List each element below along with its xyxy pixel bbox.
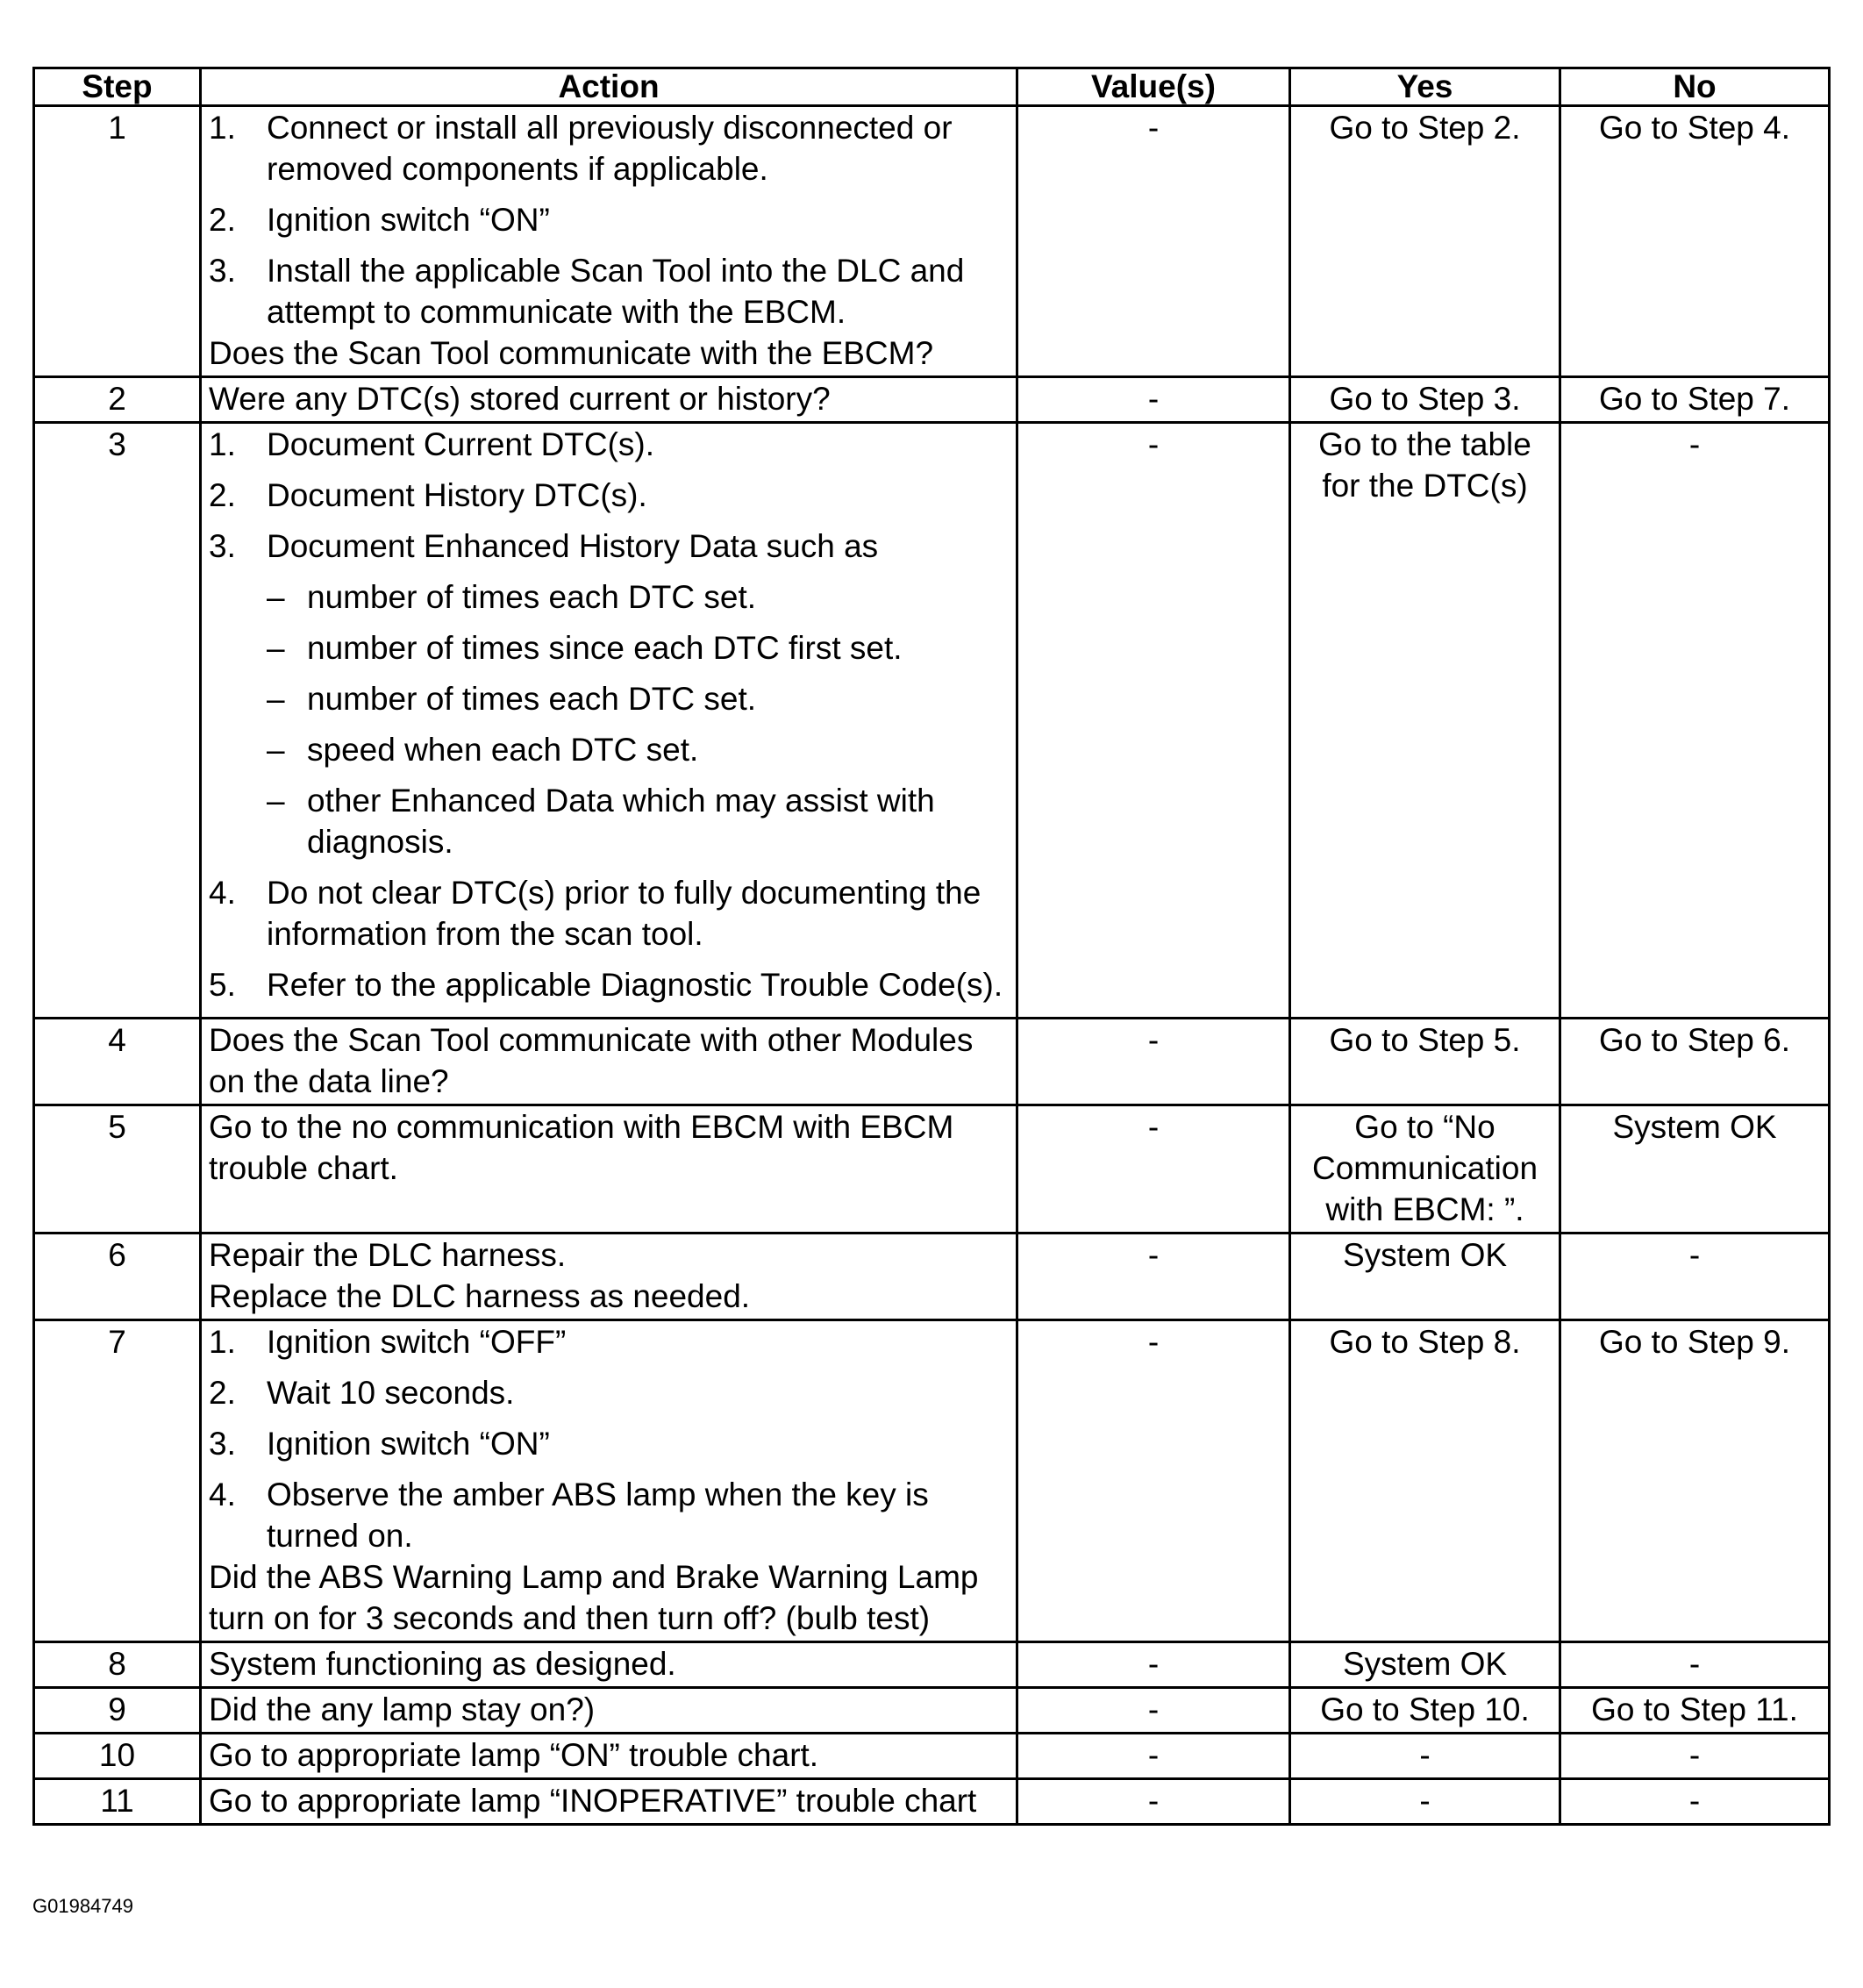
value-cell: - [1017,1234,1290,1320]
action-item-text: Document Enhanced History Data such as [267,528,879,564]
value-cell: - [1017,377,1290,423]
action-item-number: 2. [209,477,236,513]
dash-bullet: – [267,681,285,717]
action-subitem-text: speed when each DTC set. [307,732,699,768]
no-cell: - [1560,1642,1830,1688]
step-number: 8 [34,1642,201,1688]
step-number: 11 [34,1779,201,1825]
value-cell: - [1017,1779,1290,1825]
action-item-number: 2. [209,202,236,238]
no-cell: Go to Step 9. [1560,1320,1830,1642]
action-cell [201,1105,1017,1234]
action-item-number: 3. [209,253,236,289]
no-cell: Go to Step 7. [1560,377,1830,423]
no-cell: System OK [1560,1105,1830,1234]
action-subitem [209,576,1009,618]
action-item-number: 1. [209,110,236,146]
dash-bullet: – [267,732,285,768]
action-item [209,1474,1009,1556]
value-cell: - [1017,1688,1290,1734]
action-item [209,1423,1009,1464]
yes-cell: Go to Step 3. [1290,377,1560,423]
table-row [34,1105,1830,1234]
action-subitem-text: number of times each DTC set. [307,681,757,717]
action-subitem-text: number of times since each DTC first set. [307,630,903,666]
yes-cell: - [1290,1779,1560,1825]
action-cell [201,1734,1017,1779]
action-item-text: Install the applicable Scan Tool into the DLC and attempt to communicate with the EBCM. [267,253,965,330]
step-number: 4 [34,1019,201,1105]
yes-cell: Go to Step 10. [1290,1688,1560,1734]
value-cell: - [1017,1105,1290,1234]
figure-id: G01984749 [32,1895,133,1917]
table-row [34,1320,1830,1642]
action-list [209,1321,1009,1556]
no-cell: Go to Step 11. [1560,1688,1830,1734]
table-header-row [34,68,1830,106]
action-item [209,424,1009,465]
yes-cell: System OK [1290,1234,1560,1320]
action-subitem [209,729,1009,770]
action-question: Go to appropriate lamp “ON” trouble chart. [209,1737,819,1773]
action-item [209,1321,1009,1362]
action-cell [201,1019,1017,1105]
action-item [209,250,1009,333]
action-item-number: 4. [209,1477,236,1512]
value-cell: - [1017,1320,1290,1642]
value-cell: - [1017,106,1290,377]
yes-cell: - [1290,1734,1560,1779]
table-row [34,423,1830,1019]
header-values: Value(s) [1017,68,1290,106]
action-list [209,107,1009,333]
value-cell: - [1017,423,1290,1019]
yes-cell: Go to Step 2. [1290,106,1560,377]
no-cell: Go to Step 4. [1560,106,1830,377]
value-cell: - [1017,1734,1290,1779]
action-cell [201,1234,1017,1320]
table-row [34,1234,1830,1320]
action-list [209,872,1009,1005]
table-row [34,1019,1830,1105]
action-item [209,1372,1009,1413]
no-cell: - [1560,423,1830,1019]
step-number: 10 [34,1734,201,1779]
action-item-number: 3. [209,1426,236,1462]
action-subitem-text: number of times each DTC set. [307,579,757,615]
step-number: 7 [34,1320,201,1642]
action-subitem [209,627,1009,669]
action-line: Repair the DLC harness. [209,1237,567,1273]
no-cell: - [1560,1234,1830,1320]
diagnostic-table [32,67,1831,1826]
action-item-number: 1. [209,1324,236,1360]
no-cell: - [1560,1779,1830,1825]
table-row [34,377,1830,423]
value-cell: - [1017,1642,1290,1688]
action-item-text: Ignition switch “ON” [267,1426,550,1462]
header-action: Action [201,68,1017,106]
action-item [209,526,1009,567]
action-item-text: Wait 10 seconds. [267,1375,515,1411]
action-cell [201,1688,1017,1734]
action-question: Go to appropriate lamp “INOPERATIVE” trouble chart [209,1783,977,1819]
action-item-text: Do not clear DTC(s) prior to fully documenting the information from the scan tool. [267,875,981,952]
action-question: Does the Scan Tool communicate with other Modules on the data line? [209,1022,974,1099]
action-cell [201,423,1017,1019]
action-item-number: 3. [209,528,236,564]
value-cell: - [1017,1019,1290,1105]
action-question: Did the ABS Warning Lamp and Brake Warning Lamp turn on for 3 seconds and then turn off? (bulb test) [209,1559,979,1636]
action-item [209,964,1009,1005]
step-number: 5 [34,1105,201,1234]
action-question: Were any DTC(s) stored current or history? [209,381,831,417]
action-item-number: 5. [209,967,236,1003]
action-subitem [209,678,1009,719]
header-step: Step [34,68,201,106]
header-no: No [1560,68,1830,106]
action-item-number: 1. [209,426,236,462]
table-row [34,1734,1830,1779]
action-sublist [209,576,1009,862]
action-item [209,872,1009,955]
action-cell [201,1779,1017,1825]
action-item-text: Document Current DTC(s). [267,426,655,462]
action-line: Replace the DLC harness as needed. [209,1278,751,1314]
action-item-text: Refer to the applicable Diagnostic Trouble Code(s). [267,967,1003,1003]
step-number: 3 [34,423,201,1019]
action-cell [201,1320,1017,1642]
action-question: Does the Scan Tool communicate with the EBCM? [209,335,934,371]
action-item-text: Ignition switch “ON” [267,202,550,238]
action-item [209,475,1009,516]
step-number: 9 [34,1688,201,1734]
action-item [209,107,1009,190]
step-number: 6 [34,1234,201,1320]
action-subitem [209,780,1009,862]
action-question: System functioning as designed. [209,1646,676,1682]
action-list [209,424,1009,567]
action-item-text: Observe the amber ABS lamp when the key is turned on. [267,1477,929,1554]
yes-cell: Go to Step 5. [1290,1019,1560,1105]
step-number: 2 [34,377,201,423]
action-cell [201,1642,1017,1688]
action-cell [201,377,1017,423]
step-number: 1 [34,106,201,377]
table-row [34,1779,1830,1825]
action-item [209,199,1009,240]
table-row [34,106,1830,377]
dash-bullet: – [267,630,285,666]
table-row [34,1642,1830,1688]
action-subitem-text: other Enhanced Data which may assist with diagnosis. [307,783,935,860]
table-body [34,106,1830,1825]
dash-bullet: – [267,783,285,819]
action-cell [201,106,1017,377]
action-lines [209,1234,1009,1317]
yes-cell: System OK [1290,1642,1560,1688]
action-item-text: Document History DTC(s). [267,477,647,513]
yes-cell: Go to Step 8. [1290,1320,1560,1642]
yes-cell: Go to the table for the DTC(s) [1290,423,1560,1019]
action-item-number: 2. [209,1375,236,1411]
action-item-text: Connect or install all previously disconnected or removed components if applicable. [267,110,953,187]
no-cell: Go to Step 6. [1560,1019,1830,1105]
action-question: Go to the no communication with EBCM with EBCM trouble chart. [209,1109,954,1186]
action-question: Did the any lamp stay on?) [209,1691,596,1727]
yes-cell: Go to “No Communication with EBCM: ”. [1290,1105,1560,1234]
table-row [34,1688,1830,1734]
action-item-text: Ignition switch “OFF” [267,1324,567,1360]
header-yes: Yes [1290,68,1560,106]
action-item-number: 4. [209,875,236,911]
no-cell: - [1560,1734,1830,1779]
dash-bullet: – [267,579,285,615]
